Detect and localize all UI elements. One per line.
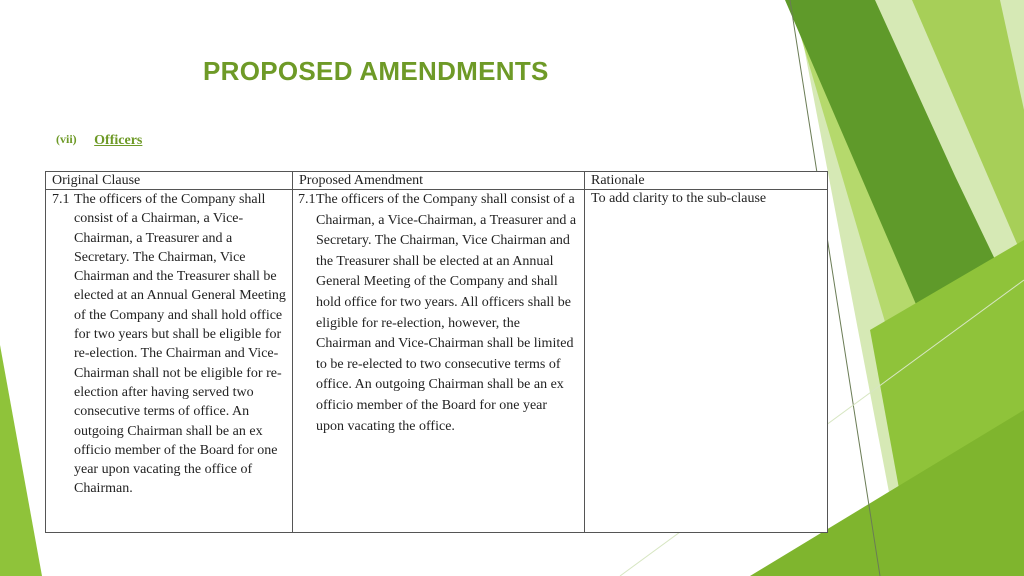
right-mid-leaf xyxy=(870,240,1024,576)
amendments-table xyxy=(45,171,828,533)
table-header-row xyxy=(46,172,828,190)
section-number: (vii) xyxy=(56,132,77,146)
original-clause-cell xyxy=(46,190,293,533)
left-leaf-shape xyxy=(0,345,42,576)
header-original-clause: Original Clause xyxy=(46,172,293,190)
right-band-leaf xyxy=(912,0,1024,260)
proposed-amendment-cell xyxy=(293,190,585,533)
rationale-text: To add clarity to the sub-clause xyxy=(591,191,767,206)
proposed-clause-number: 7.1 xyxy=(298,192,316,207)
original-clause-text: The officers of the Company shall consist of a Chairman, a Vice-Chairman, a Treasurer and a Secretary. The Chairman, Vice Chairman and the Treasurer shall be elected at an Annual General Meeting of the Company and shall hold office for two years but shall be eligible for re-election. The Chairman and Vice-Chairman shall not be eligible for re-election after having served two consecutive terms of office. An outgoing Chairman shall be an ex officio member of the Board for one year upon vacating the office of Chairman. xyxy=(74,192,286,497)
original-clause-number: 7.1 xyxy=(52,192,70,207)
proposed-clause-text: The officers of the Company shall consist of a Chairman, a Vice-Chairman, a Treasurer and a Secretary. The Chairman, Vice Chairman and the Treasurer shall be elected at an Annual General Meeting of the Company and shall hold office for two years. All officers shall be eligible for re-election, however, the Chairman and Vice-Chairman shall be limited to be re-elected to two consecutive terms of office. An outgoing Chairman shall be an ex officio member of the Board for one year upon vacating the office. xyxy=(316,192,577,434)
section-heading xyxy=(56,132,142,149)
header-proposed-amendment: Proposed Amendment xyxy=(293,172,585,190)
slide-title: PROPOSED AMENDMENTS xyxy=(203,56,549,86)
section-title: Officers xyxy=(94,133,143,148)
right-pale-leaf xyxy=(795,0,1024,576)
rationale-cell xyxy=(585,190,828,533)
header-rationale: Rationale xyxy=(585,172,828,190)
table-row xyxy=(46,190,828,533)
